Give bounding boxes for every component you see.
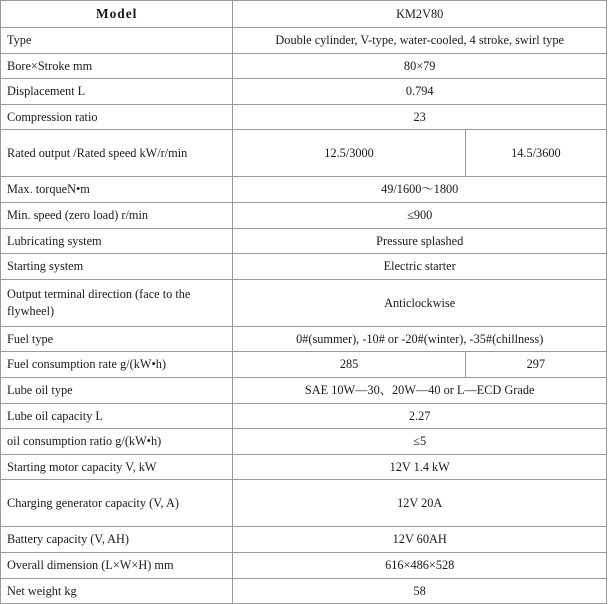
row-value-type: Double cylinder, V-type, water-cooled, 4 stroke, swirl type [233, 28, 607, 54]
row-value-oil-consumption-ratio: ≤5 [233, 429, 607, 455]
row-label-bore-stroke: Bore×Stroke mm [1, 53, 233, 79]
row-label-net-weight: Net weight kg [1, 578, 233, 604]
table-row [1, 378, 607, 404]
row-value-rated-output-3600: 14.5/3600 [465, 130, 606, 177]
table-row [1, 79, 607, 105]
table-row [1, 527, 607, 553]
table-row [1, 403, 607, 429]
row-label-rated-output: Rated output /Rated speed kW/r/min [1, 130, 233, 177]
row-label-fuel-type: Fuel type [1, 326, 233, 352]
row-value-compression-ratio: 23 [233, 104, 607, 130]
row-label-output-terminal-direction: Output terminal direction (face to the flywheel) [1, 279, 233, 326]
row-label-lube-oil-type: Lube oil type [1, 378, 233, 404]
row-value-rated-output-3000: 12.5/3000 [233, 130, 465, 177]
row-value-lube-oil-type: SAE 10W—30、20W—40 or L—ECD Grade [233, 378, 607, 404]
row-label-oil-consumption-ratio: oil consumption ratio g/(kW•h) [1, 429, 233, 455]
table-row [1, 53, 607, 79]
row-value-lube-oil-capacity: 2.27 [233, 403, 607, 429]
row-value-overall-dimension: 616×486×528 [233, 553, 607, 579]
row-label-compression-ratio: Compression ratio [1, 104, 233, 130]
table-row [1, 254, 607, 280]
row-value-fuel-consumption-3600: 297 [465, 352, 606, 378]
table-row [1, 177, 607, 203]
row-value-lubricating-system: Pressure splashed [233, 228, 607, 254]
row-label-model: Model [1, 1, 233, 28]
row-value-bore-stroke: 80×79 [233, 53, 607, 79]
table-row [1, 578, 607, 604]
row-value-max-torque: 49/1600～1800 [233, 177, 607, 203]
row-value-displacement: 0.794 [233, 79, 607, 105]
table-row [1, 130, 607, 177]
row-label-max-torque: Max. torqueN•m [1, 177, 233, 203]
row-value-charging-generator-capacity: 12V 20A [233, 480, 607, 527]
row-value-min-speed: ≤900 [233, 203, 607, 229]
row-label-fuel-consumption-rate: Fuel consumption rate g/(kW•h) [1, 352, 233, 378]
row-label-charging-generator-capacity: Charging generator capacity (V, A) [1, 480, 233, 527]
table-row-model [1, 1, 607, 28]
row-label-starting-system: Starting system [1, 254, 233, 280]
table-row [1, 480, 607, 527]
table-row [1, 28, 607, 54]
table-row [1, 203, 607, 229]
row-value-output-terminal-direction: Anticlockwise [233, 279, 607, 326]
row-value-net-weight: 58 [233, 578, 607, 604]
row-value-fuel-type: 0#(summer), -10# or -20#(winter), -35#(chillness) [233, 326, 607, 352]
row-label-overall-dimension: Overall dimension (L×W×H) mm [1, 553, 233, 579]
table-row [1, 352, 607, 378]
table-row [1, 279, 607, 326]
row-label-battery-capacity: Battery capacity (V, AH) [1, 527, 233, 553]
row-value-battery-capacity: 12V 60AH [233, 527, 607, 553]
row-label-min-speed: Min. speed (zero load) r/min [1, 203, 233, 229]
row-label-type: Type [1, 28, 233, 54]
row-label-starting-motor-capacity: Starting motor capacity V, kW [1, 454, 233, 480]
table-row [1, 454, 607, 480]
row-value-model: KM2V80 [233, 1, 607, 28]
table-row [1, 228, 607, 254]
table-row [1, 429, 607, 455]
row-label-displacement: Displacement L [1, 79, 233, 105]
row-value-starting-motor-capacity: 12V 1.4 kW [233, 454, 607, 480]
table-row [1, 326, 607, 352]
table-row [1, 553, 607, 579]
row-value-starting-system: Electric starter [233, 254, 607, 280]
table-row [1, 104, 607, 130]
row-label-lubricating-system: Lubricating system [1, 228, 233, 254]
row-label-lube-oil-capacity: Lube oil capacity L [1, 403, 233, 429]
row-value-fuel-consumption-3000: 285 [233, 352, 465, 378]
